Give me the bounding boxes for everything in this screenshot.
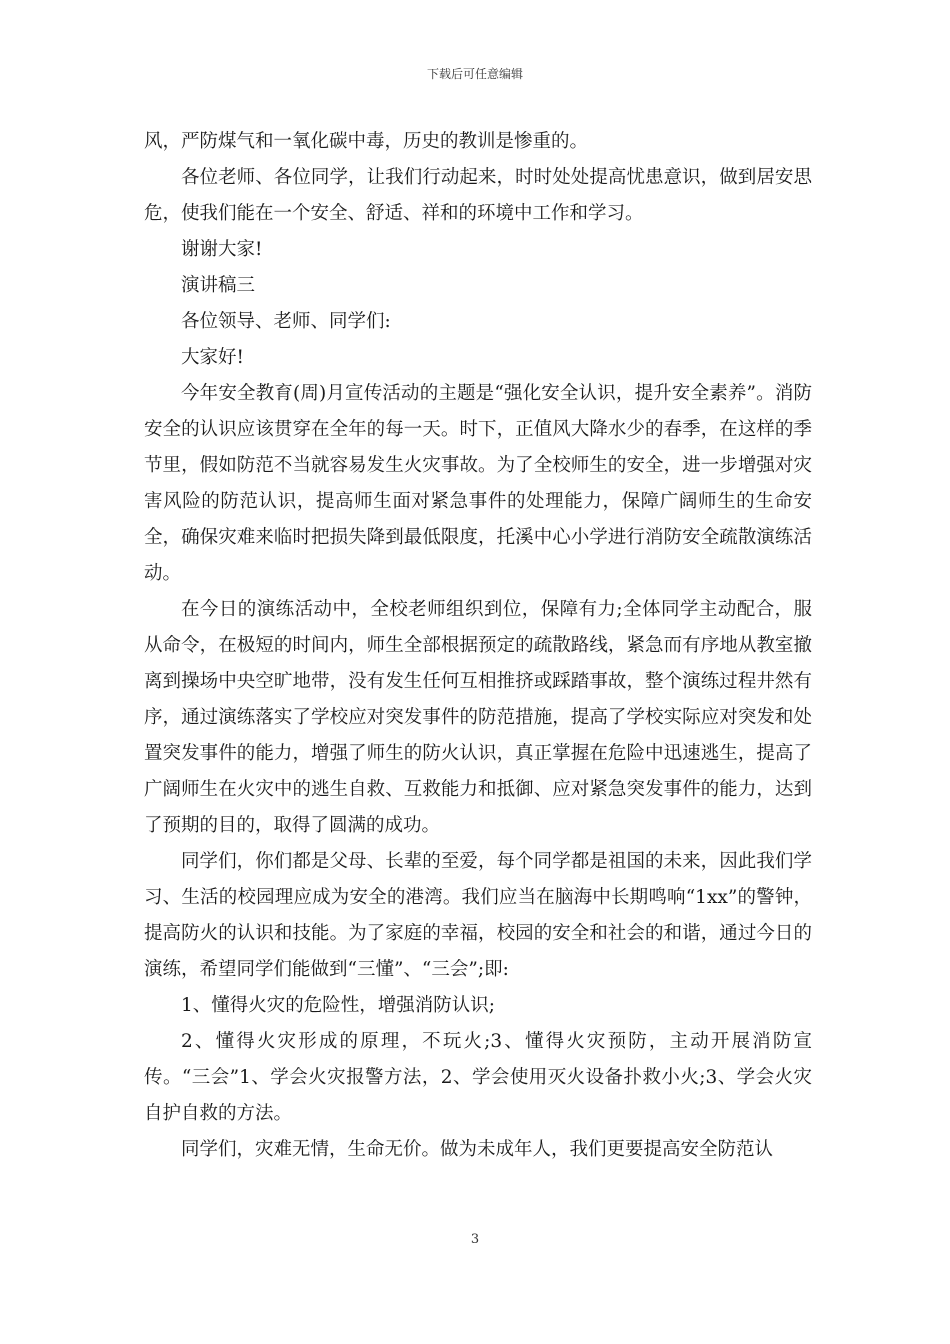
document-body <box>144 124 812 1168</box>
paragraph: 在今日的演练活动中，全校老师组织到位，保障有力;全体同学主动配合，服从命令，在极短的时间内，师生全部根据预定的疏散路线，紧急而有序地从教室撤离到操场中央空旷地带，没有发生任何互相推挤或踩踏事故，整个演练过程井然有序，通过演练落实了学校应对突发事件的防范措施，提高了学校实际应对突发和处置突发事件的能力，增强了师生的防火认识，真正掌握在危险中迅速逃生，提高了广阔师生在火灾中的逃生自救、互救能力和抵御、应对紧急突发事件的能力，达到了预期的目的，取得了圆满的成功。 <box>144 599 812 836</box>
page-header: 下载后可任意编辑 <box>426 67 523 81</box>
paragraph: 演讲稿三 <box>181 275 256 296</box>
paragraph: 风，严防煤气和一氧化碳中毒，历史的教训是惨重的。 <box>144 131 589 152</box>
paragraph: 大家好! <box>181 347 244 368</box>
paragraph: 2、懂得火灾形成的原理，不玩火;3、懂得火灾预防，主动开展消防宣传。“三会”1、学会火灾报警方法，2、学会使用灭火设备扑救小火;3、学会火灾自护自救的方法。 <box>144 1031 812 1124</box>
paragraph: 各位领导、老师、同学们: <box>181 311 391 332</box>
paragraph: 各位老师、各位同学，让我们行动起来，时时处处提高忧患意识，做到居安思危，使我们能在一个安全、舒适、祥和的环境中工作和学习。 <box>144 167 812 224</box>
paragraph: 1、懂得火灾的危险性，增强消防认识; <box>181 995 496 1016</box>
paragraph: 谢谢大家! <box>181 239 263 260</box>
paragraph: 同学们，你们都是父母、长辈的至爱，每个同学都是祖国的未来，因此我们学习、生活的校园理应成为安全的港湾。我们应当在脑海中长期鸣响“1xx”的警钟，提高防火的认识和技能。为了家庭的幸福，校园的安全和社会的和谐，通过今日的演练，希望同学们能做到“三懂”、“三会”;即: <box>144 851 812 980</box>
paragraph: 今年安全教育(周)月宣传活动的主题是“强化安全认识，提升安全素养”。消防安全的认识应该贯穿在全年的每一天。时下，正值风大降水少的春季，在这样的季节里，假如防范不当就容易发生火灾事故。为了全校师生的安全，进一步增强对灾害风险的防范认识，提高师生面对紧急事件的处理能力，保障广阔师生的生命安全，确保灾难来临时把损失降到最低限度，托溪中心小学进行消防安全疏散演练活动。 <box>144 383 812 584</box>
paragraph: 同学们，灾难无情，生命无价。做为未成年人，我们更要提高安全防范认 <box>181 1139 774 1160</box>
page-number: 3 <box>470 1232 480 1247</box>
